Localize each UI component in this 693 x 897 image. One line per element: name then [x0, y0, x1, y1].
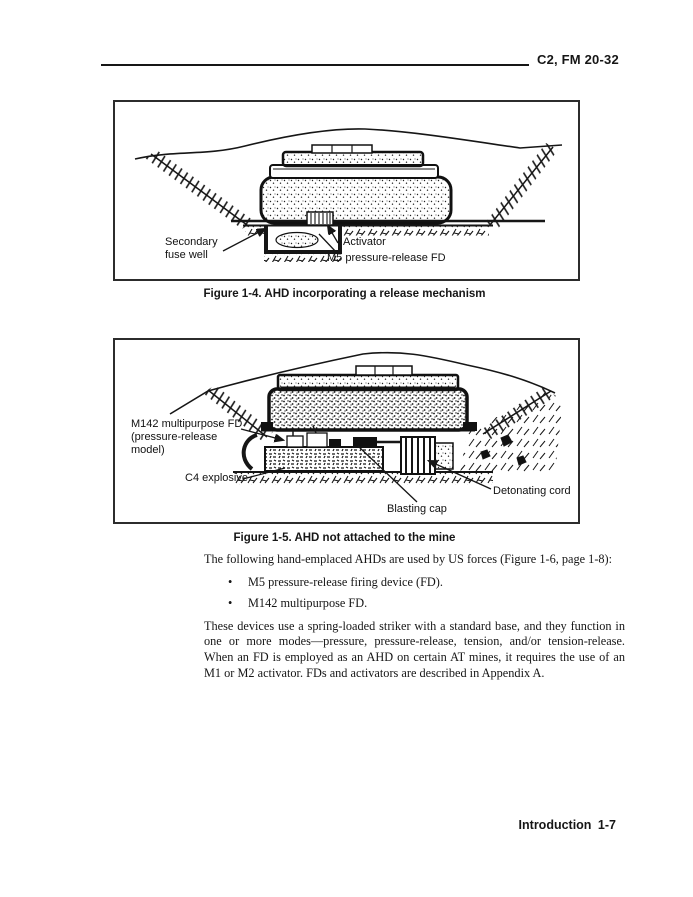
label-activator: Activator	[343, 236, 386, 248]
header-doc-id: C2, FM 20-32	[537, 52, 619, 67]
label-blasting-cap: Blasting cap	[387, 503, 447, 515]
body-text-block	[204, 552, 625, 681]
label-detonating-cord: Detonating cord	[493, 485, 571, 497]
bullet-text: M5 pressure-release firing device (FD).	[248, 574, 443, 589]
bullet-text: M142 multipurpose FD.	[248, 596, 368, 611]
list-item	[204, 596, 625, 612]
ahd-bullet-list	[204, 575, 625, 612]
figure-1-4	[113, 100, 580, 281]
list-item	[204, 575, 625, 591]
label-m142-fd: M142 multipurpose FD (pressure-release model)	[131, 418, 243, 456]
bullet-icon	[228, 575, 248, 591]
demolition-charge-assembly	[265, 426, 453, 474]
label-c4-explosive: C4 explosive	[185, 472, 248, 484]
intro-paragraph: The following hand-emplaced AHDs are used by US forces (Figure 1-6, page 1-8):	[204, 552, 613, 566]
bullet-icon	[228, 596, 248, 612]
label-m5-fd: M5 pressure-release FD	[327, 252, 446, 264]
figure-1-4-caption: Figure 1-4. AHD incorporating a release mechanism	[203, 288, 486, 300]
header-rule	[101, 64, 529, 66]
label-secondary-fuse-well: Secondary fuse well	[165, 236, 218, 261]
footer-page-label: Introduction 1-7	[518, 818, 616, 832]
figure-1-5-caption: Figure 1-5. AHD not attached to the mine	[233, 532, 456, 544]
devices-paragraph: These devices use a spring-loaded striker with a standard base, and they function in one or more modes—pressure, pressure-release, tension, and/or tension-release. When an FD is employed as an AHD on certain AT mines, it requires the use of an M1 or M2 activator. FDs and activators are described in Appendix A.	[204, 618, 625, 680]
figure-1-5	[113, 338, 580, 524]
at-mine-body	[261, 366, 477, 431]
